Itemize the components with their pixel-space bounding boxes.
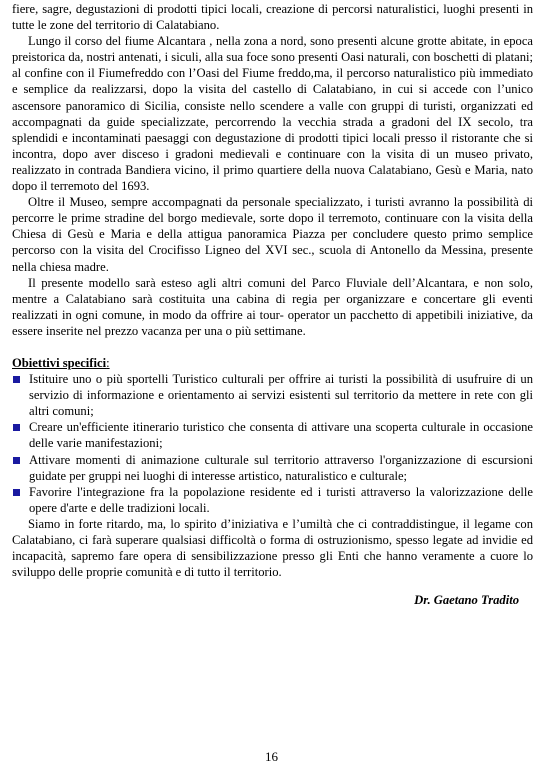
list-item-text: Attivare momenti di animazione culturale sul territorio attraverso l'organizzazione di escursioni guidate per gruppi nei luoghi di interesse artistico, naturalistico e culturale; xyxy=(29,452,533,483)
objectives-heading-text: Obiettivi specifici xyxy=(12,355,107,370)
list-item-text: Istituire uno o più sportelli Turistico culturali per offrire ai turisti la possibilità di usufruire di un servizio di informazione e orientamento ai servizi esistenti sul territorio da mettere in rete con gli altri comuni; xyxy=(29,372,533,419)
objectives-heading xyxy=(12,355,533,371)
square-bullet-icon xyxy=(13,424,20,431)
list-item xyxy=(12,371,533,419)
section-spacer xyxy=(12,339,533,355)
paragraph-4: Il presente modello sarà esteso agli altri comuni del Parco Fluviale dell’Alcantara, e non solo, mentre a Calatabiano sarà costituita una cabina di regia per organizzare e concertare gli eventi realizzati in ogni comune, in modo da offrire ai tour- operator un pacchetto di appetibili iniziative, da essere inserite nel prezzo vacanza per una o più settimane. xyxy=(12,275,533,338)
closing-paragraph: Siamo in forte ritardo, ma, lo spirito d’iniziativa e l’umiltà che ci contraddistingue, il legame con Calatabiano, ci farà superare qualsiasi difficoltà o forma di ostruzionismo, spesso legate ad invidie ed incapacità, sapremo fare opera di sensibilizzazione presso gli Enti che hanno veramente a cuore lo sviluppo delle proprie comunità e di tutto il territorio. xyxy=(12,516,533,580)
list-item xyxy=(12,452,533,484)
square-bullet-icon xyxy=(13,457,20,464)
list-item-text: Favorire l'integrazione fra la popolazione residente ed i turisti attraverso la valorizzazione delle opere d'arte e delle tradizioni locali. xyxy=(29,484,533,515)
signature: Dr. Gaetano Tradito xyxy=(414,593,519,608)
list-item-text: Creare un'efficiente itinerario turistico che consenta di attivare una scoperta culturale in occasione delle varie manifestazioni; xyxy=(29,420,533,451)
list-item xyxy=(12,484,533,516)
list-item xyxy=(12,419,533,451)
objectives-list xyxy=(12,371,533,516)
document-page xyxy=(12,1,533,608)
square-bullet-icon xyxy=(13,489,20,496)
paragraph-1: fiere, sagre, degustazioni di prodotti tipici locali, creazione di percorsi naturalistici, luoghi presenti in tutte le zone del territorio di Calatabiano. xyxy=(12,2,533,33)
paragraph-3: Oltre il Museo, sempre accompagnati da personale specializzato, i turisti avranno la possibilità di percorre le prime stradine del borgo medievale, sorte dopo il terremoto, continuare con la visita della Chiesa di Gesù e Maria e della attigua panoramica Piazza per concludere questo primo semplice percorso con la visita del Crocifisso Ligneo del XVI sec., scuola di Antonello da Messina, presente nella chiesa madre. xyxy=(12,195,533,274)
page-number: 16 xyxy=(265,749,278,764)
square-bullet-icon xyxy=(13,376,20,383)
paragraph-2: Lungo il corso del fiume Alcantara , nella zona a nord, sono presenti alcune grotte abitate, in epoca preistorica da, nostri antenati, i siculi, alla sua foce sono presenti Oasi naturali, con boschetti di platani; al confine con il Fiumefreddo con l’Oasi del Fiume freddo,ma, il percorso naturalistico più immediato e semplice da realizzarsi, dopo la visita del castello di Calatabiano, in cui si accede con l’unico ascensore panoramico di Sicilia, consiste nello scendere a valle con gruppi di turisti, organizzati ed accompagnati da guide specializzate, percorrendo la vecchia strada a gradoni del IX secolo, tra splendidi e incontaminati paesaggi con degustazione di prodotti tipici locali presso il ristorante che si incontra, dopo aver disceso i gradoni medievali e continuare con la visita di un museo privato, realizzato in contrada Bandiera vicino, il primo quartiere della nuova Calatabiano, Gesù e Maria, nato dopo il terremoto del 1693. xyxy=(12,34,533,194)
objectives-heading-colon: : xyxy=(106,355,110,370)
